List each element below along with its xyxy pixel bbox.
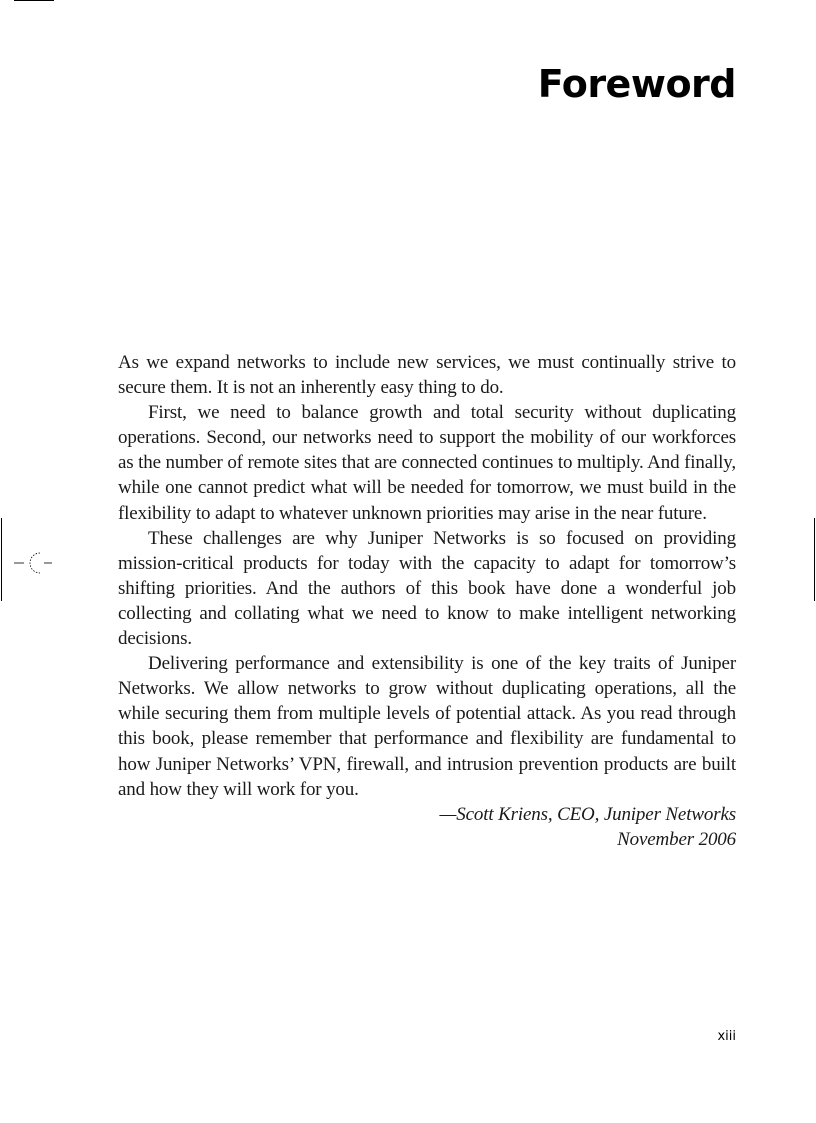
- paragraph-1: As we expand networks to include new services, we must continually strive to secure them. It is not an inherently easy thing to do.: [118, 352, 736, 399]
- page-number: xiii: [717, 1029, 736, 1044]
- foreword-body: [118, 350, 736, 852]
- paragraph-3: These challenges are why Juniper Networks is so focused on providing mission-critical products for today with the capacity to adapt for tomorrow’s shifting priorities. And the authors of this book have done a wonderful job collecting and collating what we need to know to make intelligent networking decisions.: [118, 527, 736, 650]
- paragraph-4: Delivering performance and extensibility is one of the key traits of Juniper Networks. We allow networks to grow without duplicating operations, all the while securing them from multiple levels of potential attack. As you read through this book, please remember that performance and flexibility are fundamental to how Juniper Networks’ VPN, firewall, and intrusion prevention products are built and how they will work for you.: [118, 653, 736, 800]
- signature-date: November 2006: [617, 828, 736, 850]
- crop-mark-top: [14, 0, 54, 1]
- paragraph-2: First, we need to balance growth and total security without duplicating operations. Second, our networks need to support the mobility of our workforces as the number of remote sites that are connected continues to multiply. And finally, while one cannot predict what will be needed for tomorrow, we must build in the flexibility to adapt to whatever unknown priorities may arise in the near future.: [118, 402, 736, 524]
- margin-rule-left: [1, 518, 2, 601]
- signature-author: —Scott Kriens, CEO, Juniper Networks: [439, 803, 736, 825]
- margin-rule-right: [814, 518, 815, 601]
- registration-mark-icon: [14, 548, 54, 578]
- chapter-title: Foreword: [537, 62, 736, 106]
